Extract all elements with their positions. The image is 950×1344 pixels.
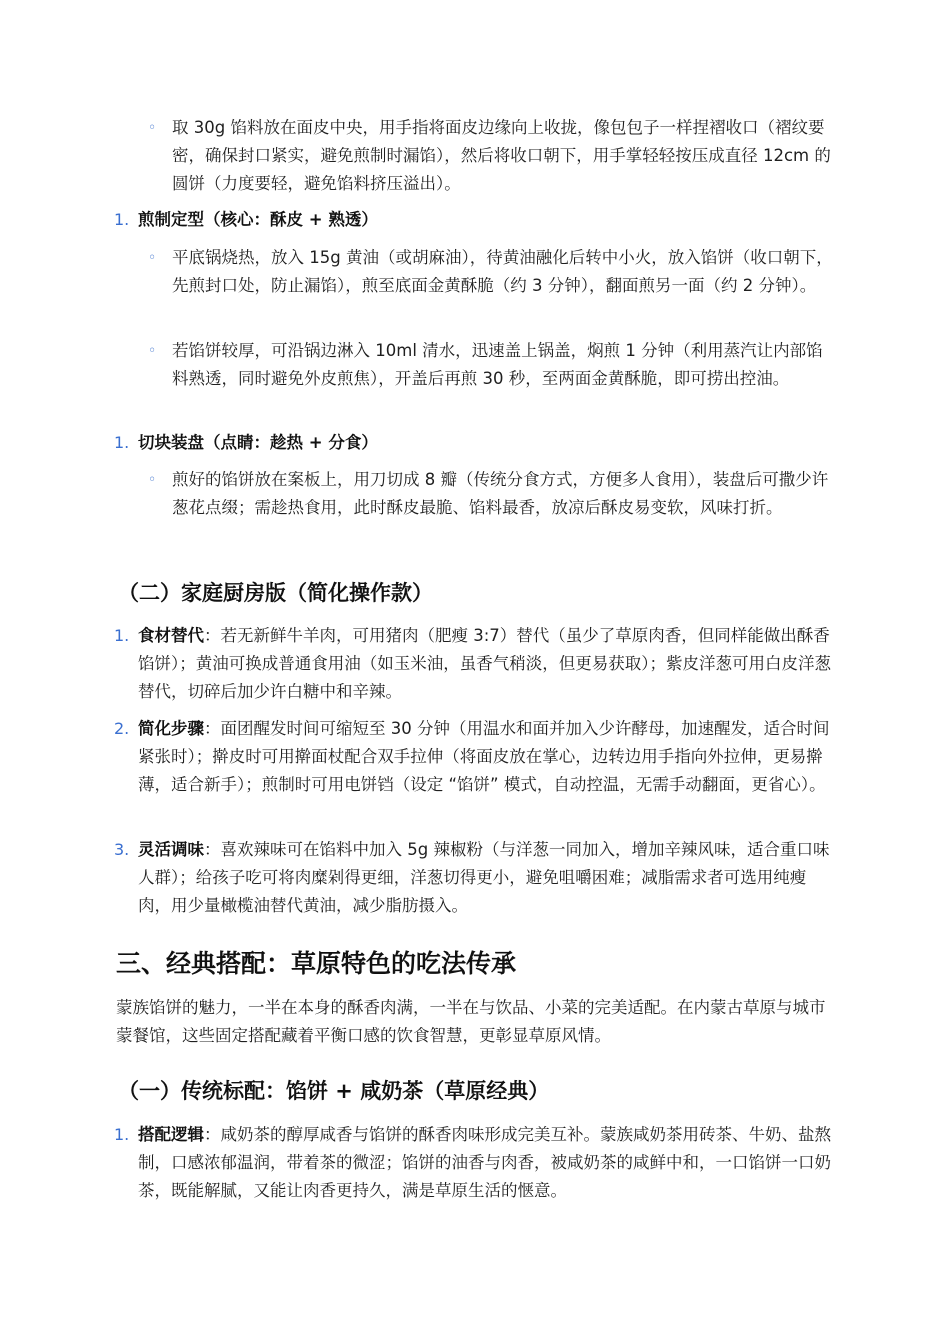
list-item: 2. 简化步骤：面团醒发时间可缩短至 30 分钟（用温水和面并加入少许酵母，加速醒发，适合时间紧张时）；擀皮时可用擀面杖配合双手拉伸（将面皮放在掌心，边转边用手指向外拉伸，更易擀薄，适合新手）；煎制时可用电饼铛（设定 “馅饼” 模式，自动控温，无需手动翻面，更省心）。 bbox=[114, 719, 830, 794]
list-item: ◦ 平底锅烧热，放入 15g 黄油（或胡麻油），待黄油融化后转中小火，放入馅饼（收口朝下，先煎封口处，防止漏馅），煎至底面金黄酥脆（约 3 分钟），翻面煎另一面（约 2 分钟）。 bbox=[172, 244, 838, 300]
list-item: 1. 切块装盘（点睛：趁热 + 分食） bbox=[114, 433, 378, 452]
list-item: 1. 煎制定型（核心：酥皮 + 熟透） bbox=[114, 210, 378, 229]
bullet-icon: ◦ bbox=[148, 120, 157, 136]
bullet-icon: ◦ bbox=[148, 250, 157, 266]
section-heading: （二）家庭厨房版（简化操作款） bbox=[118, 581, 433, 605]
list-item: ◦ 取 30g 馅料放在面皮中央，用手指将面皮边缘向上收拢，像包包子一样捏褶收口（褶纹要密，确保封口紧实，避免煎制时漏馅），然后将收口朝下，用手掌轻轻按压成直径 12cm 的圆饼（力度要轻，避免馅料挤压溢出）。 bbox=[172, 114, 838, 198]
list-item: 1. 搭配逻辑：咸奶茶的醇厚咸香与馅饼的酥香肉味形成完美互补。蒙族咸奶茶用砖茶、牛奶、盐熬制，口感浓郁温润，带着茶的微涩；馅饼的油香与肉香，被咸奶茶的咸鲜中和，一口馅饼一口奶茶，既能解腻，又能让肉香更持久，满是草原生活的惬意。 bbox=[114, 1125, 831, 1200]
section-heading: 三、经典搭配：草原特色的吃法传承 bbox=[116, 949, 517, 978]
list-item: ◦ 若馅饼较厚，可沿锅边淋入 10ml 清水，迅速盖上锅盖，焖煎 1 分钟（利用蒸汽让内部馅料熟透，同时避免外皮煎焦），开盖后再煎 30 秒，至两面金黄酥脆，即可捞出控油。 bbox=[172, 337, 838, 393]
list-item: 1. 食材替代：若无新鲜牛羊肉，可用猪肉（肥瘦 3:7）替代（虽少了草原肉香，但同样能做出酥香馅饼）；黄油可换成普通食用油（如玉米油，虽香气稍淡，但更易获取）；紫皮洋葱可用白皮洋葱替代，切碎后加少许白糖中和辛辣。 bbox=[114, 626, 831, 701]
paragraph: 蒙族馅饼的魅力，一半在本身的酥香肉满，一半在与饮品、小菜的完美适配。在内蒙古草原与城市蒙餐馆，这些固定搭配藏着平衡口感的饮食智慧，更彰显草原风情。 bbox=[116, 998, 826, 1045]
list-item: 3. 灵活调味：喜欢辣味可在馅料中加入 5g 辣椒粉（与洋葱一同加入，增加辛辣风味，适合重口味人群）；给孩子吃可将肉糜剁得更细，洋葱切得更小，避免咀嚼困难；减脂需求者可选用纯瘦肉，用少量橄榄油替代黄油，减少脂肪摄入。 bbox=[114, 840, 830, 915]
list-item: ◦ 煎好的馅饼放在案板上，用刀切成 8 瓣（传统分食方式，方便多人食用），装盘后可撒少许葱花点缀；需趁热食用，此时酥皮最脆、馅料最香，放凉后酥皮易变软，风味打折。 bbox=[172, 466, 838, 522]
section-subheading: （一）传统标配：馅饼 + 咸奶茶（草原经典） bbox=[118, 1079, 550, 1103]
bullet-icon: ◦ bbox=[148, 472, 157, 488]
bullet-icon: ◦ bbox=[148, 343, 157, 359]
